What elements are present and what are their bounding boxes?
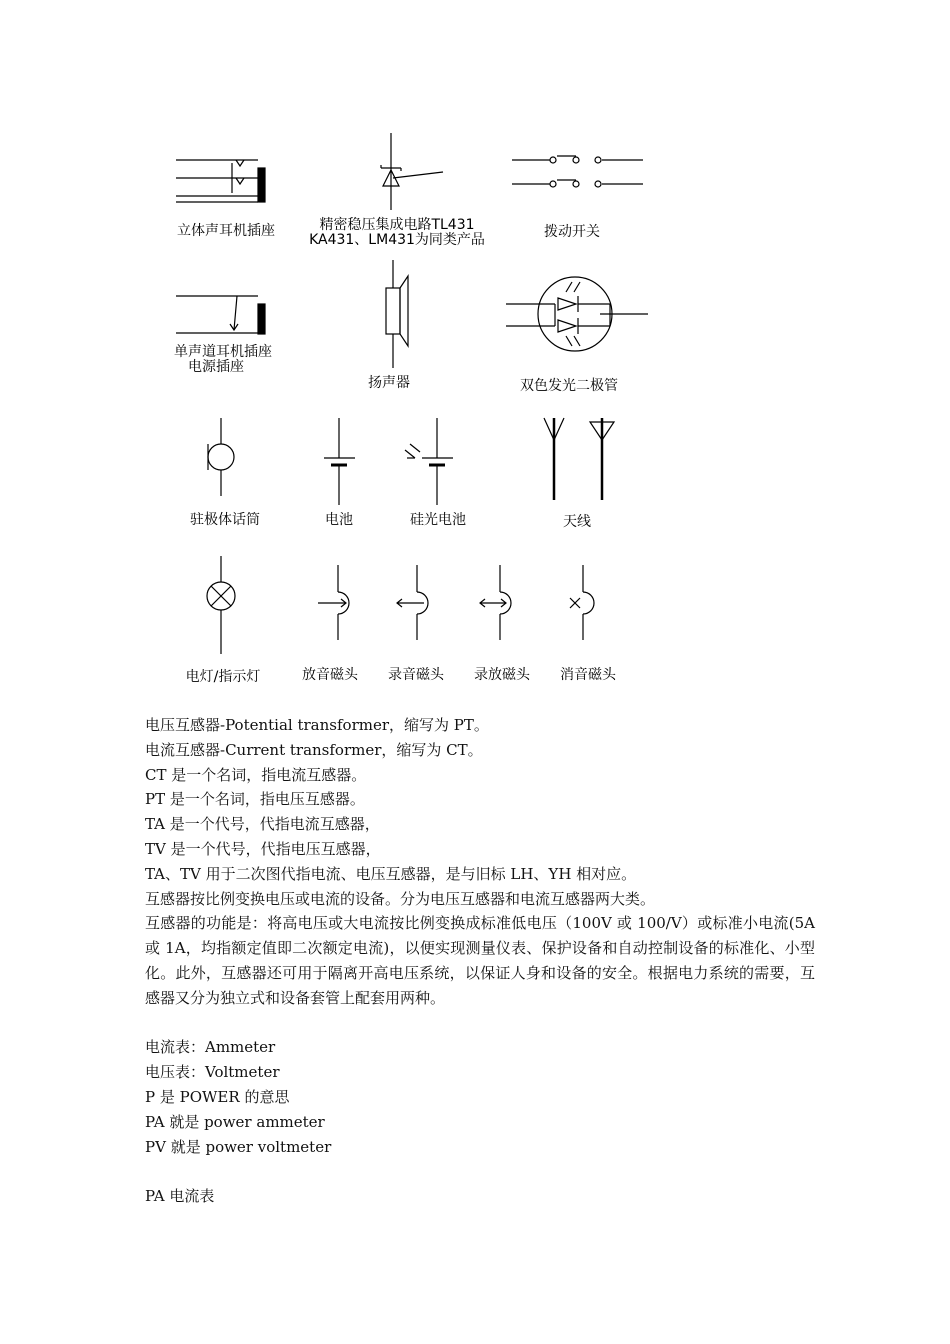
label-speaker: 扬声器: [368, 375, 410, 391]
paragraph: CT 是一个名词，指电流互感器。: [145, 765, 367, 784]
meter-line: 电流表：Ammeter: [145, 1038, 276, 1057]
meter-line: P 是 POWER 的意思: [145, 1087, 290, 1106]
battery-symbol: [324, 418, 355, 505]
stereo-jack-symbol: [176, 160, 265, 202]
label-stereo-jack: 立体声耳机插座: [177, 223, 275, 239]
last-line: PA 电流表: [145, 1187, 215, 1206]
paragraph: TV 是一个代号，代指电压互感器，: [145, 839, 381, 858]
label-mono-jack-line1: 单声道耳机插座: [174, 344, 272, 360]
label-record-play-head: 录放磁头: [474, 667, 530, 683]
label-antenna: 天线: [563, 514, 591, 530]
erase-head-symbol: [570, 565, 594, 640]
label-mono-jack-line2: 电源插座: [188, 359, 244, 375]
speaker-symbol: [386, 260, 408, 368]
paragraph: TA、TV 用于二次图代指电流、电压互感器，是与旧标 LH、YH 相对应。: [145, 864, 637, 883]
label-tl431-line2: KA431、LM431为同类产品: [309, 232, 485, 248]
antenna-symbol: [544, 418, 614, 500]
paragraph: PT 是一个名词，指电压互感器。: [145, 790, 365, 809]
toggle-switch-symbol: [512, 156, 643, 187]
record-head-symbol: [397, 565, 428, 640]
label-record-head: 录音磁头: [388, 667, 444, 683]
paragraph: 电压互感器-Potential transformer，缩写为 PT。: [145, 716, 489, 734]
paragraph: 互感器按比例变换电压或电流的设备。分为电压互感器和电流互感器两大类。: [145, 889, 656, 908]
microphone-symbol: [208, 418, 234, 496]
label-toggle-switch: 拨动开关: [544, 224, 600, 240]
meter-line: PV 就是 power voltmeter: [145, 1137, 332, 1156]
label-playback-head: 放音磁头: [302, 667, 358, 683]
tl431-symbol: [381, 133, 443, 210]
label-solar-cell: 硅光电池: [410, 512, 466, 528]
label-microphone: 驻极体话筒: [190, 512, 260, 528]
paragraph: 电流互感器-Current transformer，缩写为 CT。: [145, 740, 483, 759]
mono-jack-symbol: [176, 296, 265, 334]
playback-head-symbol: [318, 565, 349, 640]
label-tl431-line1: 精密稳压集成电路TL431: [319, 217, 475, 233]
paragraph: TA 是一个代号，代指电流互感器，: [145, 815, 380, 834]
label-battery: 电池: [325, 512, 353, 528]
body-text: [145, 713, 815, 1209]
lamp-symbol: [207, 556, 235, 654]
record-play-head-symbol: [480, 565, 511, 640]
label-lamp: 电灯/指示灯: [185, 669, 261, 685]
meter-line: 电压表：Voltmeter: [145, 1063, 280, 1082]
bicolor-led-symbol: [506, 277, 648, 351]
solar-cell-symbol: [405, 418, 453, 505]
meter-line: PA 就是 power ammeter: [145, 1112, 325, 1131]
label-bicolor-led: 双色发光二极管: [520, 378, 618, 394]
label-erase-head: 消音磁头: [560, 667, 616, 683]
paragraph: 互感器的功能是：将高电压或大电流按比例变换成标准低电压（100V 或 100/V）或标准小电流(5A 或 1A，均指额定值即二次额定电流)，以便实现测量仪表、保护设备和自动控制设备的标准化、小型化。此外，互感器还可用于隔离开高电压系统，以保证人身和设备的安全。根据电力系统的需要，互感器又分为独立式和设备套管上配套用两种。: [145, 914, 815, 1007]
